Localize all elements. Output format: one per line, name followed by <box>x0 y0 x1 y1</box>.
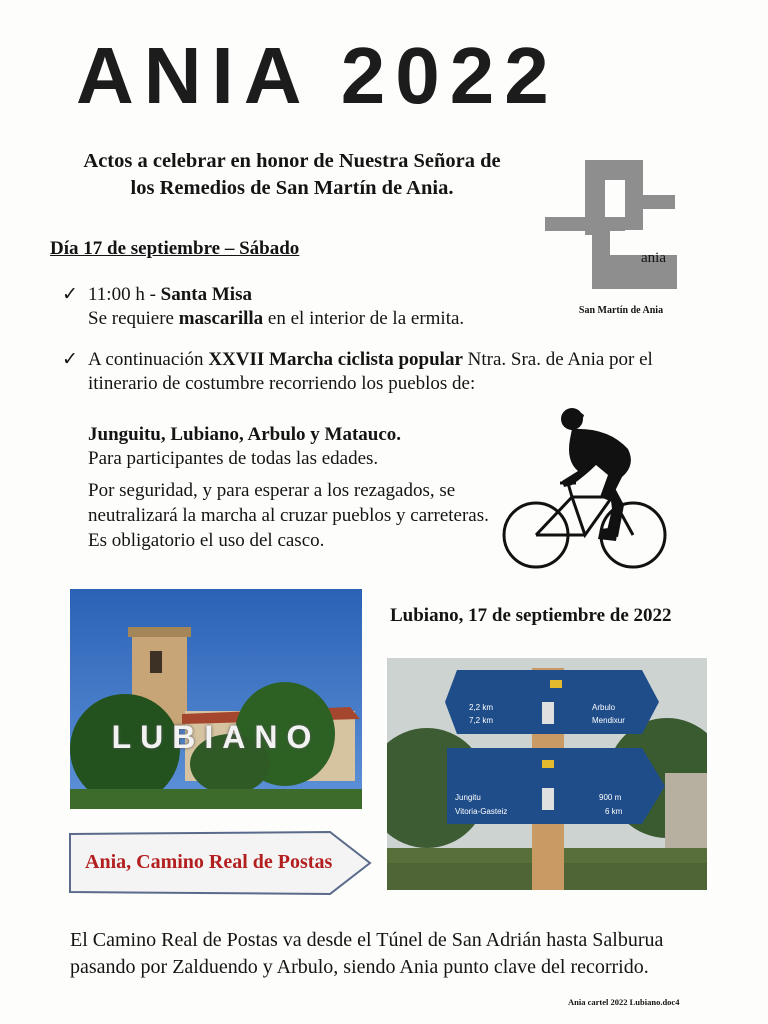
signpost-photo <box>387 658 707 890</box>
camino-description-line-1: El Camino Real de Postas va desde el Túnel de San Adrián hasta Salburua <box>70 929 664 951</box>
intro-text <box>52 148 532 202</box>
sign-km-2: 7,2 km <box>469 716 494 725</box>
camino-description <box>70 927 690 981</box>
logo-caption: San Martín de Ania <box>578 305 664 316</box>
safety-note: Por seguridad, y para esperar a los rezagados, se neutralizará la marcha al cruzar pueblos y carreteras. Es obligatorio el uso del casco. <box>88 480 489 551</box>
date-line: Lubiano, 17 de septiembre de 2022 <box>390 605 672 626</box>
mask-note-b: mascarilla <box>178 308 264 329</box>
day-heading: Día 17 de septiembre – Sábado <box>50 238 300 259</box>
sign-dist-2: 6 km <box>605 807 623 816</box>
checkmark-icon: ✓ <box>62 349 78 370</box>
lubiano-photo-label: LUBIANO <box>111 719 321 755</box>
cycling-b: XXVII Marcha ciclista popular <box>208 349 463 370</box>
cycling-c: Ntra. Sra. de Ania por el <box>462 349 653 370</box>
cycling-a: A continuación <box>88 349 209 370</box>
footer-filename: Ania cartel 2022 Lubiano.doc4 <box>568 997 680 1007</box>
intro-line-1: Actos a celebrar en honor de Nuestra Señora de <box>83 150 501 172</box>
cycling-line-2: itinerario de costumbre recorriendo los pueblos de: <box>88 373 476 394</box>
lubiano-photo-scene <box>70 589 362 809</box>
ages-note: Para participantes de todas las edades. <box>88 448 379 469</box>
sign-dist-1: 900 m <box>599 793 622 802</box>
intro-line-2: los Remedios de San Martín de Ania. <box>130 177 454 199</box>
ania-logo <box>540 155 690 320</box>
mass-event: Santa Misa <box>160 284 252 305</box>
lubiano-photo <box>70 589 362 809</box>
sign-place-vitoria: Vitoria-Gasteiz <box>455 807 508 816</box>
cyclist-icon <box>500 405 670 575</box>
camino-description-line-2: pasando por Zalduendo y Arbulo, siendo Ania punto clave del recorrido. <box>70 956 649 978</box>
ania-logo-graphic <box>540 155 690 320</box>
towns-list: Junguitu, Lubiano, Arbulo y Matauco. <box>88 424 402 445</box>
checkmark-icon: ✓ <box>62 284 78 305</box>
cyclist-silhouette <box>500 405 670 575</box>
mask-note-c: en el interior de la ermita. <box>263 308 465 329</box>
sign-place-mendixur: Mendixur <box>592 716 625 725</box>
mask-note-a: Se requiere <box>88 308 179 329</box>
signpost-scene <box>387 658 707 890</box>
camino-arrow-label: Ania, Camino Real de Postas <box>85 851 333 873</box>
sign-place-jungitu: Jungitu <box>455 793 481 802</box>
page-title: ANIA 2022 <box>76 31 559 120</box>
mass-time: 11:00 h - <box>88 284 161 305</box>
logo-word: ania <box>641 250 666 266</box>
sign-place-arbulo: Arbulo <box>592 703 616 712</box>
sign-km-1: 2,2 km <box>469 703 494 712</box>
